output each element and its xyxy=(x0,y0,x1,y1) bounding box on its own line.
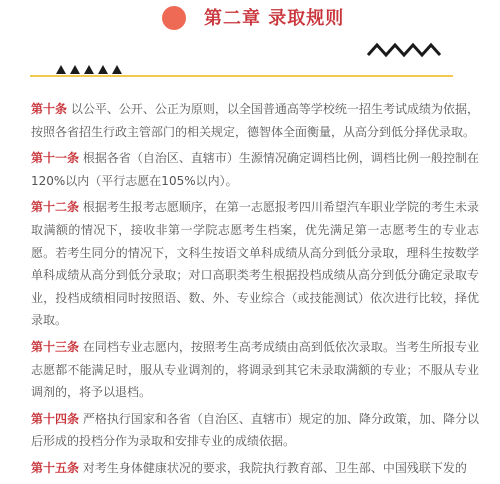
article-text: 严格执行国家和各省（自治区、直辖市）规定的加、降分政策，加、降分以后形成的投档分作为录取和安排专业的成绩依据。 xyxy=(31,411,479,449)
article-text: 对考生身体健康状况的要求，我院执行教育部、卫生部、中国残联下发的 xyxy=(82,460,467,475)
article-13 xyxy=(31,336,479,404)
article-label: 第十五条 xyxy=(31,460,80,475)
article-text: 根据各省（自治区、直辖市）生源情况确定调档比例，调档比例一般控制在120%以内（平行志愿在105%以内）。 xyxy=(31,151,479,188)
chapter-title: 第二章 录取规则 xyxy=(204,8,345,29)
zigzag-decoration-icon xyxy=(368,45,440,55)
article-14 xyxy=(31,408,479,453)
article-label: 第十一条 xyxy=(31,151,80,166)
triangle-row-icon xyxy=(56,65,122,74)
article-label: 第十四条 xyxy=(31,411,80,426)
article-label: 第十二条 xyxy=(31,200,80,215)
article-list xyxy=(31,98,479,484)
article-10 xyxy=(31,98,479,143)
article-11 xyxy=(31,147,479,192)
article-text: 根据考生报考志愿顺序，在第一志愿报考四川希望汽车职业学院的考生未录取满额的情况下，接收非第一学院志愿考生档案，优先满足第一志愿考生的专业志愿。若考生同分的情况下，文科生按语文单科成绩从高分到低分录取，理科生按数学单科成绩从高分到低分录取；对口高职类考生根据投档成绩从高分到低分确定录取专业，投档成绩相同时按照语、数、外、专业综合（或技能测试）依次进行比较，择优录取。 xyxy=(31,200,479,328)
article-text: 以公平、公开、公正为原则，以全国普通高等学校统一招生考试成绩为依据，按照各省招生行政主管部门的相关规定，德智体全面衡量，从高分到低分择优录取。 xyxy=(31,102,479,139)
article-15 xyxy=(31,457,479,480)
header-decoration xyxy=(0,0,500,100)
article-label: 第十三条 xyxy=(31,339,80,354)
article-12 xyxy=(31,196,479,332)
chapter-header xyxy=(0,0,500,100)
article-text: 在同档专业志愿内，按照考生高考成绩由高到低依次录取。当考生所报专业志愿都不能满足时，服从专业调剂的，将调录到其它未录取满额的专业；不服从专业调剂的，将予以退档。 xyxy=(31,339,479,400)
article-label: 第十条 xyxy=(31,102,68,116)
